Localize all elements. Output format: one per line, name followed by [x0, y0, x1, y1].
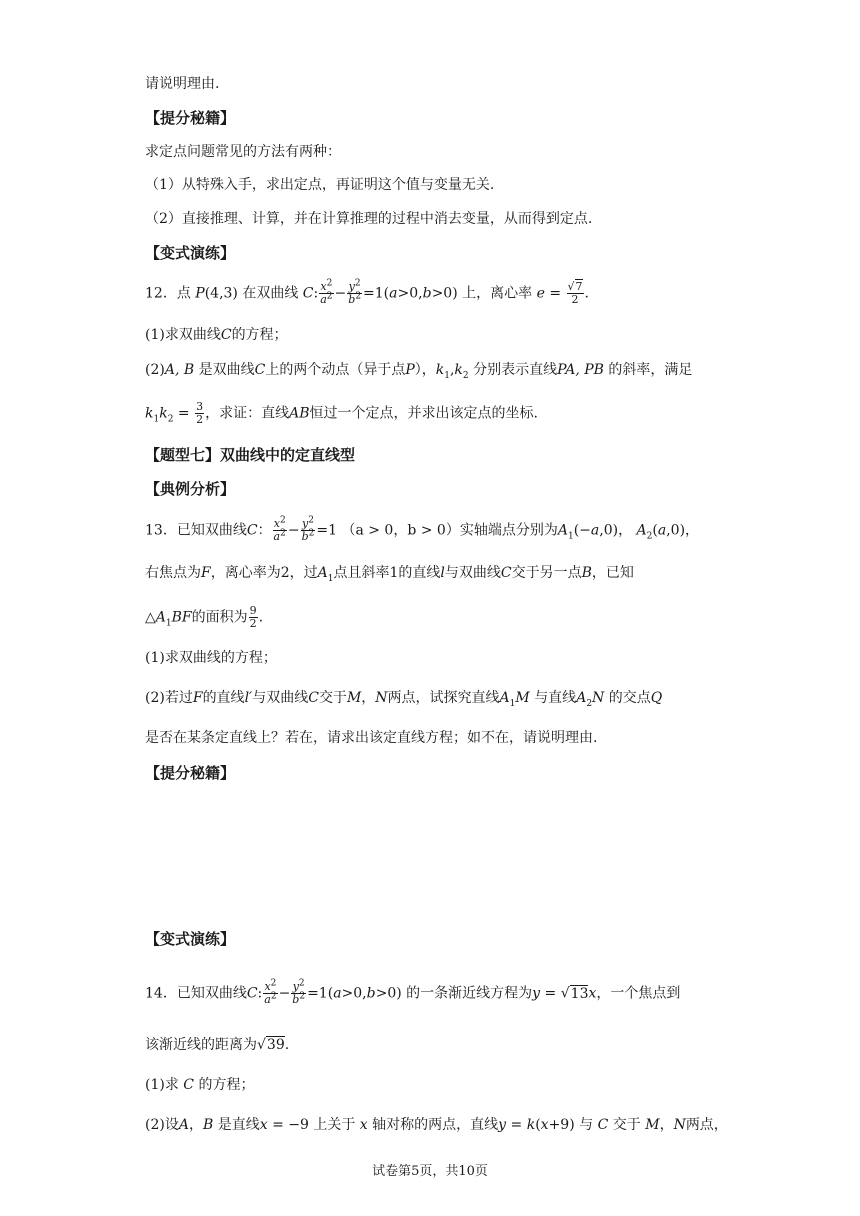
- text: 轴对称的两点，直线: [372, 1117, 499, 1133]
- section-heading: [145, 108, 235, 128]
- text: (2)若过: [145, 690, 193, 706]
- math: k: [145, 405, 154, 422]
- math: C: [254, 362, 266, 378]
- math: C: [246, 522, 258, 539]
- page-footer: 试卷第5页，共10页: [372, 1164, 488, 1179]
- text: 与双曲线: [444, 565, 501, 581]
- text: 的直线: [202, 690, 245, 706]
- text: 恒过一个定点，并求出该定点的坐标.: [309, 405, 538, 422]
- text: 是否在某条定直线上？若在，请求出该定直线方程；如不在，请说明理由.: [145, 730, 598, 746]
- text: 的交点: [608, 690, 651, 706]
- text: 点且斜率1的直线: [333, 565, 441, 581]
- text: ，已知: [591, 565, 634, 581]
- fraction: $\frac{3}{2}$: [196, 400, 204, 426]
- problem-14-statement: 14．已知双曲线C: $\frac{x^2}{a^2}$ − $\frac{y^2}{b^2}$ =1(a>0,b>0) 的一条渐近线方程为y = √13x，一个焦点到: [145, 978, 681, 1006]
- math: M: [645, 1117, 660, 1133]
- math: Q: [650, 690, 663, 706]
- fraction: $\frac{√7}{2}$: [567, 280, 583, 306]
- text: 与: [579, 1117, 594, 1133]
- text-line: [145, 325, 288, 345]
- heading-text: 【变式演练】: [145, 930, 236, 948]
- math: F: [201, 565, 211, 581]
- text: 的方程；: [231, 327, 288, 343]
- text: 12．点: [145, 285, 191, 302]
- fraction: $\frac{x^2}{a^2}$: [320, 278, 333, 306]
- fraction: $\frac{x^2}{a^2}$: [264, 978, 277, 1006]
- text: 交于: [318, 690, 347, 706]
- text: 交于另一点: [511, 565, 582, 581]
- text-line: [145, 209, 592, 229]
- math: y: [532, 985, 541, 1002]
- math: A: [636, 522, 647, 539]
- heading-text: 【提分秘籍】: [145, 764, 236, 782]
- text: (1)求: [145, 1077, 179, 1093]
- math: C: [308, 690, 319, 706]
- math: e: [536, 285, 545, 302]
- fraction: $\frac{x^2}{a^2}$: [273, 515, 286, 543]
- fraction: $\frac{y^2}{b^2}$: [348, 278, 362, 306]
- text: (2)设: [145, 1117, 179, 1133]
- text: 该渐近线的距离为: [145, 1037, 257, 1053]
- section-heading: [145, 763, 235, 783]
- text: 是双曲线: [198, 362, 255, 378]
- text: 与双曲线: [252, 690, 309, 706]
- text-line: 该渐近线的距离为√39.: [145, 1037, 290, 1053]
- math: 39: [266, 1037, 285, 1053]
- text-line: [145, 728, 597, 748]
- text-line: [145, 1075, 254, 1095]
- problem-13-statement: 13．已知双曲线C： $\frac{x^2}{a^2}$ − $\frac{y^2}{b^2}$ =1 （a > 0，b > 0）实轴端点分别为$A_1(-a,0)$， $A_2(a,0)$，: [145, 515, 700, 543]
- heading-text: 【典例分析】: [145, 480, 236, 498]
- math: M: [346, 690, 362, 706]
- math: A: [576, 690, 587, 706]
- math: A: [178, 1117, 189, 1133]
- math: A: [155, 609, 166, 626]
- text-line: $\triangle A_1BF$的面积为 $\frac{9}{2}$ .: [145, 604, 264, 630]
- math: C: [220, 327, 232, 343]
- text: 在双曲线: [242, 285, 299, 302]
- math: y: [498, 1117, 507, 1133]
- math: C: [183, 1077, 195, 1093]
- text: 的斜率，满足: [608, 362, 693, 378]
- text: 与直线: [534, 690, 577, 706]
- math: C: [246, 985, 258, 1002]
- text: ），: [414, 362, 436, 378]
- problem-12-statement: 12．点 P(4,3) 在双曲线 C: $\frac{x^2}{a^2}$ − $\frac{y^2}{b^2}$ =1(a>0,b>0) 上，离心率 e = $\frac{√7}{2}$ .: [145, 278, 589, 306]
- text: （1）从特殊入手，求出定点，再证明这个值与变量无关.: [145, 177, 495, 193]
- math: l: [440, 565, 445, 581]
- heading-text: 【题型七】双曲线中的定直线型: [145, 446, 356, 464]
- text: (2): [145, 362, 165, 378]
- math: A, B: [164, 362, 195, 378]
- math: F: [192, 690, 203, 706]
- text: 是直线: [217, 1117, 260, 1133]
- text: ，一个焦点到: [596, 985, 681, 1002]
- text: ，求证：直线: [205, 405, 290, 422]
- text: 两点，: [685, 1117, 728, 1133]
- math: C: [302, 285, 314, 302]
- text: 14．已知双曲线: [145, 985, 247, 1002]
- text: 的面积为: [191, 609, 248, 626]
- text: 两点，试探究直线: [387, 690, 500, 706]
- math: C: [500, 565, 512, 581]
- text: （2）直接推理、计算，并在计算推理的过程中消去变量，从而得到定点.: [145, 211, 593, 227]
- text-line: [145, 648, 277, 668]
- text-line: [145, 142, 341, 162]
- math: A: [557, 522, 568, 539]
- math: P: [405, 362, 415, 378]
- text-line: [145, 74, 219, 94]
- text-line: (2)A, B 是双曲线C上的两个动点（异于点P），$k_1,k_2$ 分别表示直线PA, PB 的斜率，满足: [145, 362, 693, 381]
- text-line: $k_1k_2$ = $\frac{3}{2}$ ，求证：直线AB恒过一个定点，并求出该定点的坐标.: [145, 400, 538, 426]
- math: x: [359, 1117, 368, 1133]
- text: 交于: [612, 1117, 641, 1133]
- math: x: [259, 1117, 268, 1133]
- text: (1)求双曲线的方程；: [145, 650, 277, 666]
- math: B: [581, 565, 592, 581]
- text: 13．已知双曲线: [145, 522, 247, 539]
- text: 请说明理由.: [145, 76, 220, 92]
- fraction: $\frac{9}{2}$: [249, 604, 257, 630]
- text: 上，离心率: [462, 285, 533, 302]
- math: PA, PB: [557, 362, 604, 378]
- text: 求定点问题常见的方法有两种：: [145, 144, 341, 160]
- text-line: 右焦点为F，离心率为2，过$A_1$点且斜率1的直线l与双曲线C交于另一点B，已知: [145, 565, 634, 584]
- fraction: $\frac{y^2}{b^2}$: [292, 978, 306, 1006]
- math: P: [195, 285, 205, 302]
- math: C: [597, 1117, 609, 1133]
- heading-text: 【提分秘籍】: [145, 109, 236, 127]
- text: 右焦点为: [145, 565, 201, 581]
- text: （a > 0，b > 0）实轴端点分别为: [341, 522, 558, 539]
- text: 的一条渐近线方程为: [406, 985, 533, 1002]
- text-line: [145, 175, 494, 195]
- math: l′: [244, 690, 253, 706]
- text: (1)求双曲线: [145, 327, 221, 343]
- text: ，离心率为2，过: [210, 565, 318, 581]
- math: k: [435, 362, 445, 378]
- math: A: [317, 565, 328, 581]
- fraction: $\frac{y^2}{b^2}$: [301, 515, 315, 543]
- section-heading: [145, 479, 235, 499]
- section-heading: [145, 929, 235, 949]
- heading-text: 【变式演练】: [145, 244, 236, 262]
- section-heading: [145, 243, 235, 263]
- math: AB: [289, 405, 310, 422]
- text-line: (2)若过F的直线l′与双曲线C交于M，N两点，试探究直线$A_1M$ 与直线$A_2N$ 的交点Q: [145, 690, 663, 709]
- section-heading: [145, 445, 355, 465]
- text: 上的两个动点（异于点: [265, 362, 406, 378]
- text-line: (2)设A，B 是直线x = −9 上关于 x 轴对称的两点，直线y = k(x+9) 与 C 交于 M，N两点，: [145, 1117, 728, 1133]
- math: A: [499, 690, 510, 706]
- text: 的方程；: [198, 1077, 255, 1093]
- text: 上关于: [313, 1117, 356, 1133]
- text: 分别表示直线: [473, 362, 558, 378]
